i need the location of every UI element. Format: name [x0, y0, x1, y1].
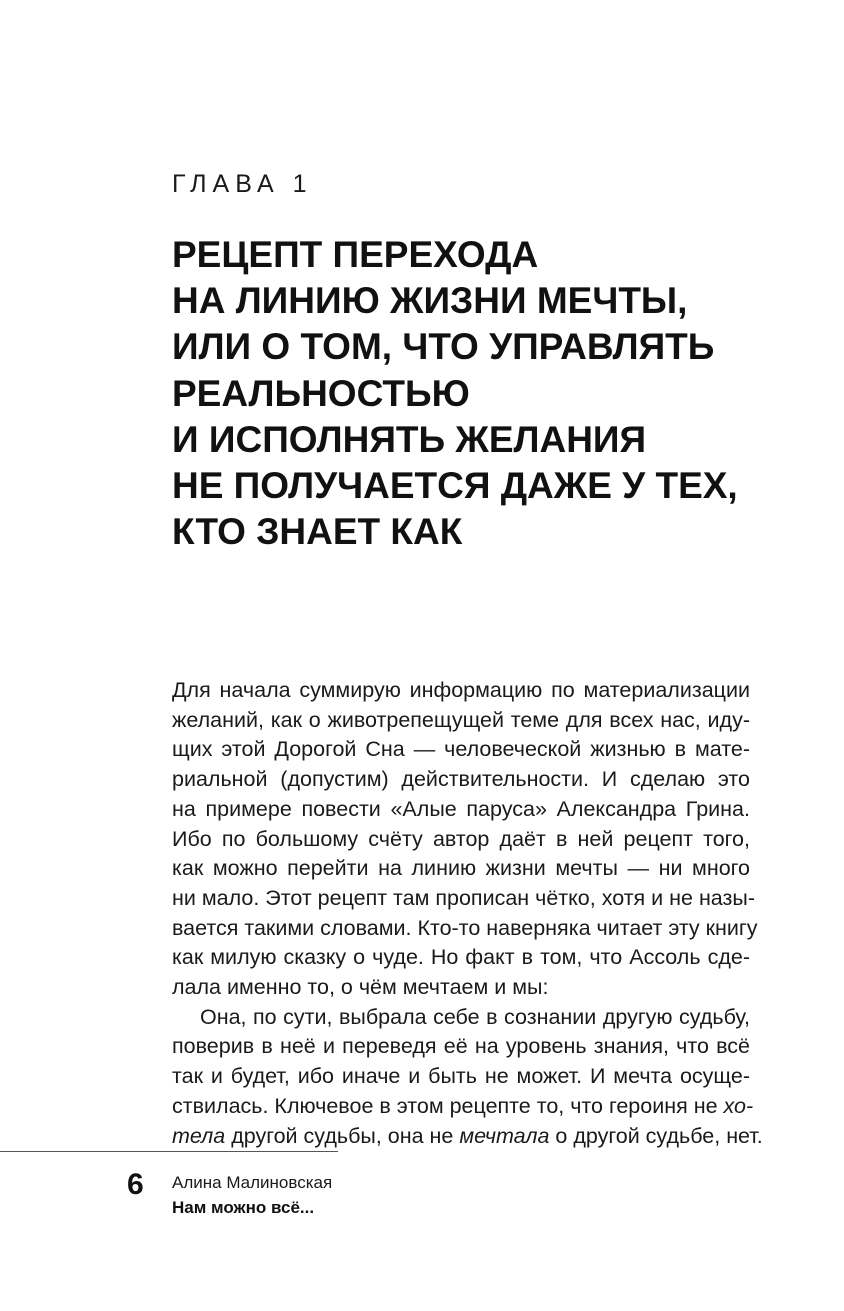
body-line: вается такими словами. Кто-то наверняка читает эту книгу — [172, 915, 758, 940]
italic-word: тела — [172, 1123, 226, 1148]
body-line: Ибо по большому счёту автор даёт в ней рецепт того, — [172, 826, 750, 851]
body-line: Она, по сути, выбрала себе в сознании другую судьбу, — [200, 1004, 750, 1029]
body-line: ни мало. Этот рецепт там прописан чётко, хотя и не назы- — [172, 885, 755, 910]
chapter-title-line: ИЛИ О ТОМ, ЧТО УПРАВЛЯТЬ — [172, 326, 715, 368]
italic-word: мечтала — [459, 1123, 550, 1148]
chapter-title — [172, 232, 772, 555]
body-line: так и будет, ибо иначе и быть не может. И мечта осуще- — [172, 1064, 750, 1089]
body-line: на примере повести «Алые паруса» Александра Грина. — [172, 796, 750, 821]
chapter-title-line: НЕ ПОЛУЧАЕТСЯ ДАЖЕ У ТЕХ, — [172, 465, 738, 507]
body-text — [172, 676, 763, 1151]
footer-author: Алина Малиновская — [172, 1173, 333, 1192]
body-line: лала именно то, о чём мечтаем и мы: — [172, 975, 549, 1000]
body-line-text: о другой судьбе, нет. — [549, 1123, 763, 1148]
chapter-label: ГЛАВА 1 — [172, 170, 313, 198]
body-line — [172, 1122, 763, 1152]
chapter-title-line: НА ЛИНИЮ ЖИЗНИ МЕЧТЫ, — [172, 280, 688, 322]
body-line: риальной (допустим) действительности. И сделаю это — [172, 767, 750, 792]
body-line-text: ствилась. Ключевое в этом рецепте то, что героиня не — [172, 1093, 718, 1118]
body-line: как можно перейти на линию жизни мечты — ни много — [172, 856, 750, 881]
page-number: 6 — [127, 1168, 144, 1201]
chapter-title-line: И ИСПОЛНЯТЬ ЖЕЛАНИЯ — [172, 418, 647, 460]
body-line: поверив в неё и переведя её на уровень знания, что всё — [172, 1034, 750, 1059]
body-line-text: другой судьбы, она не — [225, 1123, 460, 1148]
body-line: как милую сказку о чуде. Но факт в том, что Ассоль сде- — [172, 945, 750, 970]
body-line: Для начала суммирую информацию по материализации — [172, 678, 750, 702]
italic-word: хо- — [723, 1093, 754, 1118]
footer-book-title: Нам можно всё... — [172, 1198, 315, 1217]
chapter-title-line: РЕАЛЬНОСТЬЮ — [172, 372, 470, 414]
body-line: желаний, как о животрепещущей теме для всех нас, иду- — [172, 707, 750, 732]
body-line: щих этой Дорогой Сна — человеческой жизнью в мате- — [172, 737, 750, 762]
body-line — [172, 1092, 754, 1122]
chapter-title-line: КТО ЗНАЕТ КАК — [172, 511, 463, 553]
footer-divider — [0, 1151, 338, 1152]
chapter-title-line: РЕЦЕПТ ПЕРЕХОДА — [172, 234, 539, 275]
